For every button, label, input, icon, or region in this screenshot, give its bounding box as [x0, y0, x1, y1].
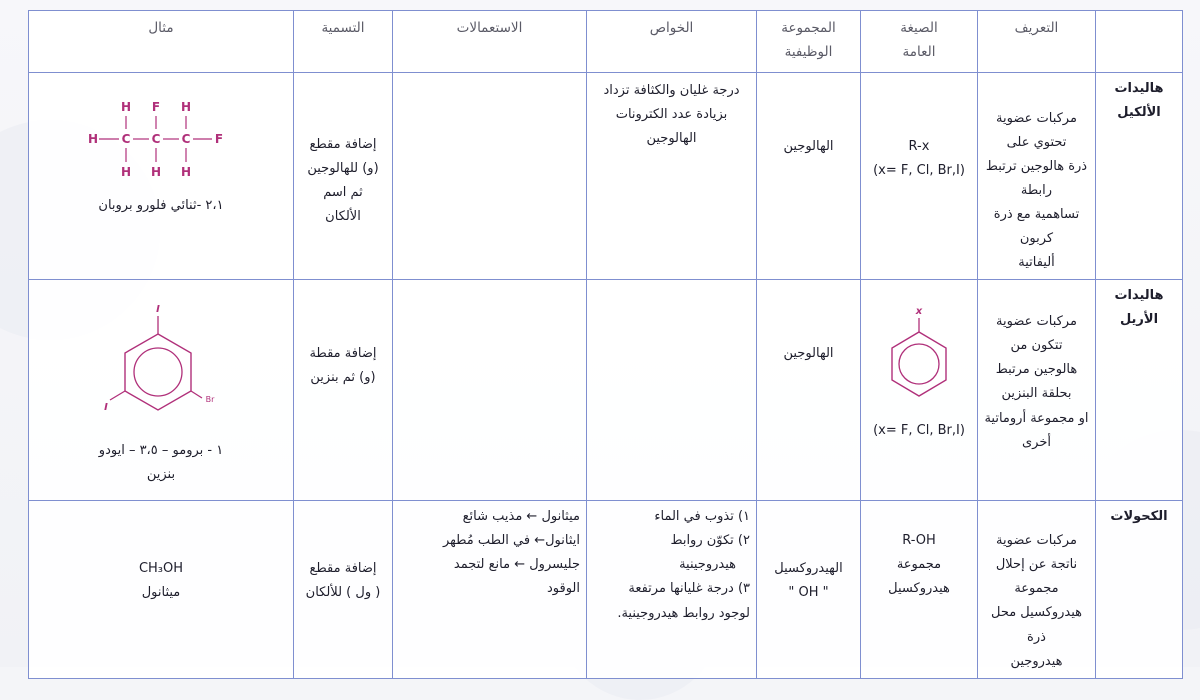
alkyl-functional-group: الهالوجين — [757, 73, 861, 280]
header-general-formula-line2: العامة — [902, 43, 936, 60]
header-uses: الاستعمالات — [393, 11, 587, 73]
atom-h-top-3: H — [180, 100, 192, 114]
aryl-example-caption-line2: بنزين — [146, 467, 176, 483]
alcohol-uses: ميثانول ← مذيب شائع ايثانول← في الطب مُطهر جليسرول ← مانع لتجمد الوقود — [393, 501, 587, 678]
alcohol-example — [29, 501, 294, 678]
atom-h-top-1: H — [120, 100, 132, 114]
alkyl-formula-note: (x= F, Cl, Br,I) — [873, 163, 965, 179]
row-aryl-halides — [29, 280, 1183, 501]
aryl-example — [29, 280, 294, 501]
methanol-name: ميثانول — [141, 585, 181, 601]
corner-cell — [1096, 11, 1183, 73]
substituent-bromine: Br — [205, 395, 215, 405]
atom-f-top: F — [151, 100, 161, 114]
row-label-alkyl-halides: هاليدات الألكيل — [1096, 73, 1183, 280]
alkyl-definition: مركبات عضوية تحتوي على ذرة هالوجين ترتبط رابطة تساهمية مع ذرة كربون أليفاتية — [978, 73, 1096, 280]
methanol-formula: CH₃OH — [138, 561, 184, 577]
row-label-aryl-halides: هاليدات الأريل — [1096, 280, 1183, 501]
alkyl-example-caption: ٢،١ -ثنائي فلورو بروبان — [98, 198, 224, 214]
alkyl-uses-empty — [393, 73, 587, 280]
bromo-diiodo-benzene-structure — [96, 300, 226, 430]
alcohol-naming: إضافة مقطع ( ول ) للألكان — [294, 501, 393, 678]
aryl-uses-empty — [393, 280, 587, 501]
aryl-example-caption-line1: ١ - برومو – ٣،٥ – ايودو — [98, 443, 224, 459]
substituent-x: x — [915, 306, 923, 318]
header-definition: التعريف — [978, 11, 1096, 73]
alcohol-definition: مركبات عضوية ناتجة عن إحلال مجموعة هيدروكسيل محل ذرة هيدروجين — [978, 501, 1096, 678]
header-functional-group — [757, 11, 861, 73]
alkyl-general-formula — [861, 73, 978, 280]
header-functional-group-line2: الوظيفية — [784, 43, 833, 60]
header-general-formula-line1: الصيغة — [900, 20, 938, 36]
comparison-table — [28, 10, 1183, 679]
header-row — [29, 11, 1183, 73]
aryl-naming: إضافة مقطة (و) ثم بنزين — [294, 280, 393, 501]
alkyl-properties: درجة غليان والكثافة تزداد بزيادة عدد الكترونات الهالوجين — [587, 73, 757, 280]
header-naming: التسمية — [294, 11, 393, 73]
atom-h-left: H — [87, 132, 99, 146]
atom-h-bottom-2: H — [150, 165, 162, 179]
aryl-functional-group: الهالوجين — [757, 280, 861, 501]
alcohol-general-formula: R-OH مجموعة هيدروكسيل — [861, 501, 978, 678]
alcohol-properties: ١) تذوب في الماء ٢) تكوّن روابط هيدروجينية ٣) درجة غليانها مرتفعة لوجود روابط هيدروجينية. — [587, 501, 757, 678]
header-general-formula — [861, 11, 978, 73]
atom-h-bottom-3: H — [180, 165, 192, 179]
row-label-alcohols: الكحولات — [1096, 501, 1183, 678]
alkyl-naming: إضافة مقطع (و) للهالوجين ثم اسم الألكان — [294, 73, 393, 280]
header-example: مثال — [29, 11, 294, 73]
benzene-halide-structure — [879, 302, 959, 410]
header-properties: الخواص — [587, 11, 757, 73]
aryl-general-formula — [861, 280, 978, 501]
substituent-iodine-left: I — [104, 402, 108, 414]
header-functional-group-line1: المجموعة — [781, 20, 836, 36]
atom-c1: C — [121, 132, 131, 146]
atom-f-right: F — [214, 132, 224, 146]
alkyl-formula: R-x — [908, 139, 930, 154]
row-alkyl-halides — [29, 73, 1183, 280]
difluoropropane-structure — [81, 97, 241, 181]
atom-c2: C — [151, 132, 161, 146]
alcohol-functional-group: الهيدروكسيل " OH " — [757, 501, 861, 678]
alkyl-example — [29, 73, 294, 280]
aryl-properties-empty — [587, 280, 757, 501]
substituent-iodine-top: I — [156, 304, 160, 316]
aryl-formula-note: (x= F, Cl, Br,I) — [873, 423, 965, 439]
atom-c3: C — [181, 132, 191, 146]
row-alcohols — [29, 501, 1183, 678]
atom-h-bottom-1: H — [120, 165, 132, 179]
alcohol-formula: R-OH — [902, 533, 936, 549]
aryl-definition: مركبات عضوية تتكون من هالوجين مرتبط بحلقة البنزين او مجموعة أروماتية أخرى — [978, 280, 1096, 501]
